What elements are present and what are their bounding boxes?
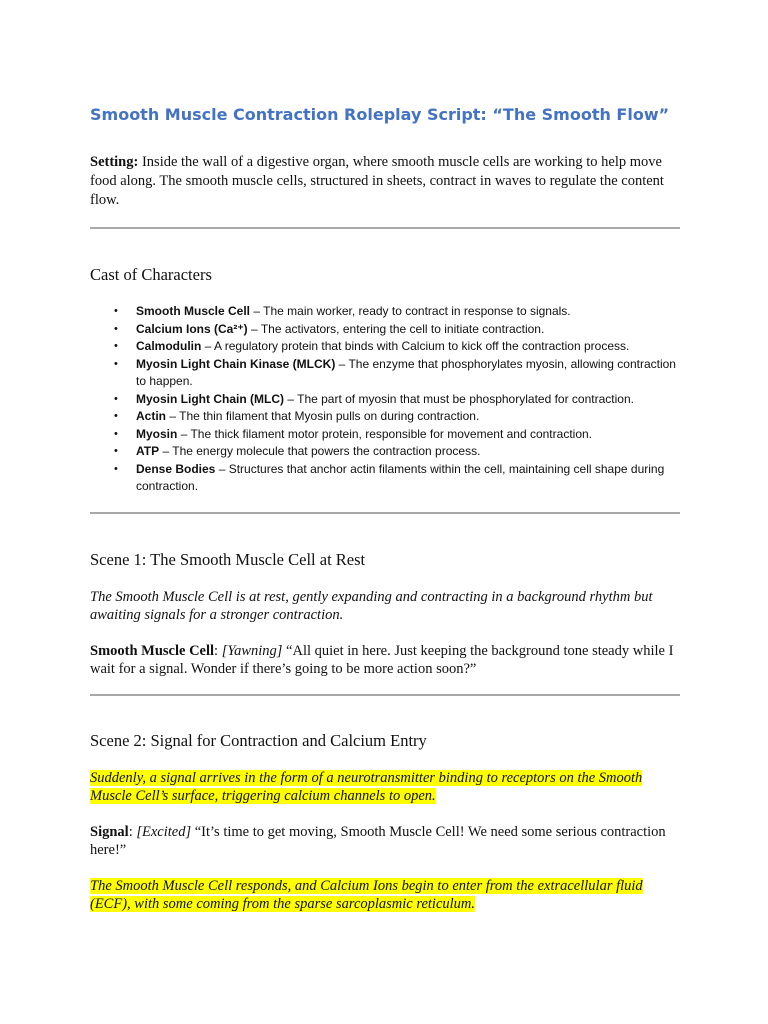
scene1-dialogue [90,642,680,678]
bullet-icon: • [114,340,118,352]
section-divider [90,227,680,229]
cast-desc: – The enzyme that phosphorylates myosin, allowing contraction to happen. [136,356,676,388]
cast-name: ATP [136,444,160,458]
setting-paragraph [90,153,680,210]
list-item [90,408,680,426]
cast-name: Myosin [136,426,178,441]
bullet-icon: • [114,357,118,370]
cast-list [90,303,680,496]
document-body [90,104,680,913]
section-divider [90,512,680,514]
cast-desc: – The thick filament motor protein, responsible for movement and contraction. [177,426,592,441]
cast-name: Myosin Light Chain (MLC) [136,391,284,406]
cast-name: Actin [136,409,166,423]
cast-desc: – Structures that anchor actin filaments within the cell, maintaining cell shape during contraction. [136,461,665,493]
setting-text: Inside the wall of a digestive organ, where smooth muscle cells are working to help move food along. The smooth muscle cells, structured in sheets, contract in waves to regulate the content flow. [90,154,664,208]
highlighted-text: Suddenly, a signal arrives in the form of a neurotransmitter binding to receptors on the Smooth Muscle Cell’s surface, triggering calcium channels to open. [90,769,643,804]
cast-desc: – A regulatory protein that binds with Calcium to kick off the contraction process. [201,339,630,353]
speaker-separator: : [214,642,222,659]
setting-label: Setting: [90,154,139,170]
bullet-icon: • [114,392,118,405]
bullet-icon: • [114,427,118,440]
list-item [90,356,680,391]
cast-name: Calmodulin [136,339,202,353]
cast-desc: – The energy molecule that powers the contraction process. [159,444,481,458]
scene2-stage-direction-1 [90,769,680,805]
list-item [90,426,680,444]
cast-desc: – The main worker, ready to contract in response to signals. [250,304,571,318]
cast-name: Myosin Light Chain Kinase (MLCK) [136,356,336,371]
list-item [90,303,680,321]
scene2-heading: Scene 2: Signal for Contraction and Calcium Entry [90,730,427,750]
dialogue-line: “It’s time to get moving, Smooth Muscle Cell! We need some serious contraction here!” [90,823,666,858]
cast-desc: – The part of myosin that must be phosphorylated for contraction. [283,391,634,406]
bullet-icon: • [114,410,118,422]
bullet-icon: • [114,305,118,317]
cast-name: Dense Bodies [136,461,216,476]
list-item [90,461,680,496]
cast-name: Calcium Ions (Ca²⁺) [136,321,248,336]
speaker-separator: : [128,823,137,840]
speaker-name: Smooth Muscle Cell [90,642,215,659]
cast-name: Smooth Muscle Cell [136,304,251,318]
document-title: Smooth Muscle Contraction Roleplay Script: “The Smooth Flow” [90,105,670,124]
cast-heading: Cast of Characters [90,265,212,284]
scene2-stage-direction-2 [90,877,680,913]
cast-desc: – The activators, entering the cell to initiate contraction. [247,321,545,336]
bullet-icon: • [114,322,118,335]
list-item [90,338,680,356]
scene1-stage-direction: The Smooth Muscle Cell is at rest, gently expanding and contracting in a background rhythm but awaiting signals for a stronger contraction. [90,588,653,623]
section-divider [90,694,680,696]
highlighted-text: The Smooth Muscle Cell responds, and Calcium Ions begin to enter from the extracellular fluid (ECF), with some coming from the sparse sarcoplasmic reticulum. [90,877,643,912]
list-item [90,321,680,339]
dialogue-line: “All quiet in here. Just keeping the background tone steady while I wait for a signal. Wonder if there’s going to be more action soon?” [90,642,674,677]
scene2-dialogue [90,823,680,859]
speaker-direction: [Excited] [136,823,192,840]
speaker-direction: [Yawning] [221,642,283,659]
list-item [90,391,680,409]
bullet-icon: • [114,462,118,475]
scene1-heading: Scene 1: The Smooth Muscle Cell at Rest [90,549,366,569]
speaker-name: Signal [90,823,129,840]
bullet-icon: • [114,445,118,457]
cast-desc: – The thin filament that Myosin pulls on during contraction. [166,409,480,423]
list-item [90,443,680,461]
